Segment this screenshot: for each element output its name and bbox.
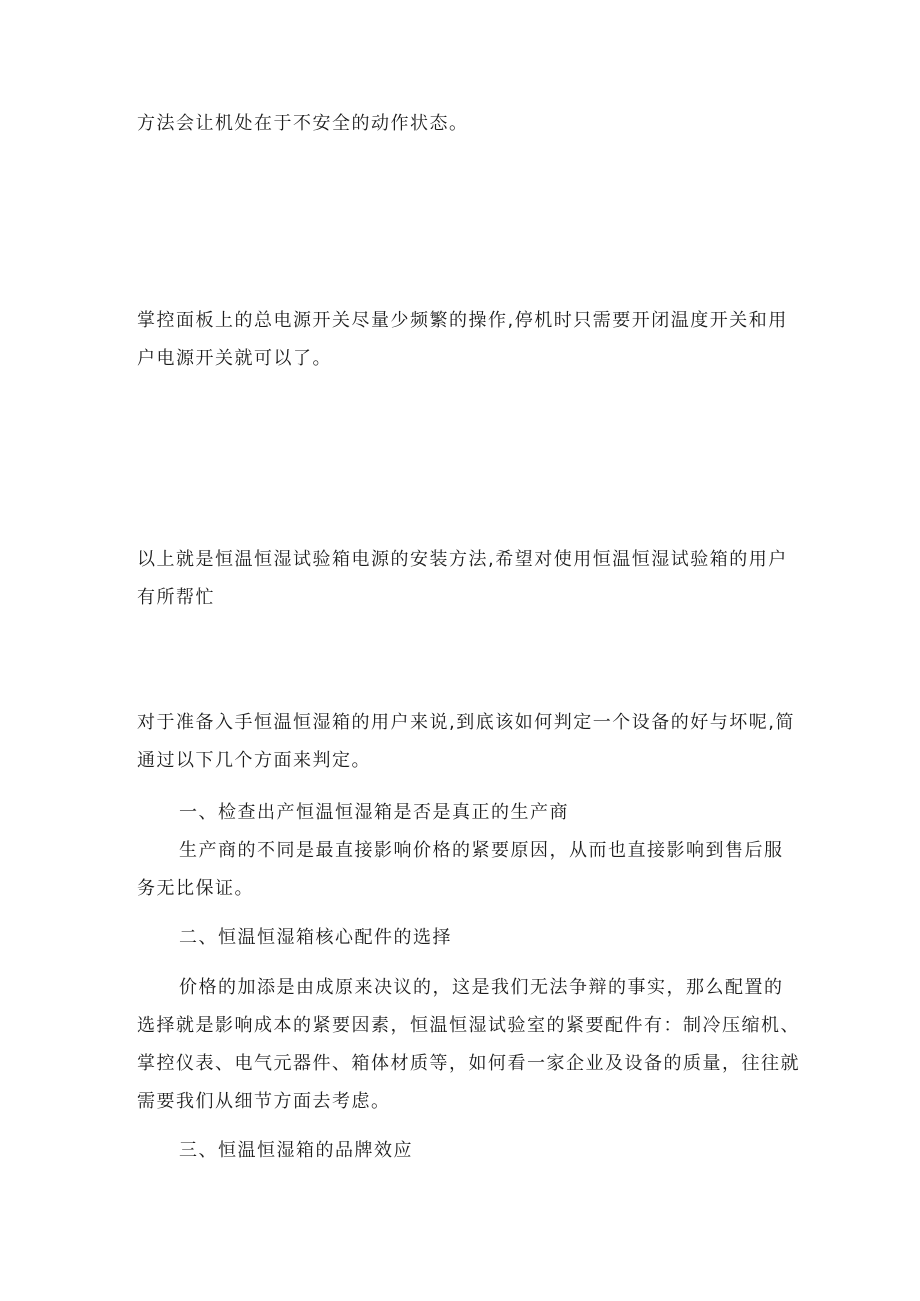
paragraph-5: 生产商的不同是最直接影响价格的紧要原因，从而也直接影响到售后服务无比保证。 <box>137 840 784 899</box>
paragraph-2: 掌控面板上的总电源开关尽量少频繁的操作,停机时只需要开闭温度开关和用户电源开关就可以了。 <box>137 310 788 369</box>
paragraph-1: 方法会让机处在于不安全的动作状态。 <box>137 113 469 134</box>
paragraph-3: 以上就是恒温恒湿试验箱电源的安装方法,希望对使用恒温恒湿试验箱的用户有所帮忙 <box>137 549 788 608</box>
heading-1: 一、检查出产恒温恒湿箱是否是真正的生产商 <box>179 802 569 823</box>
heading-2: 二、恒温恒湿箱核心配件的选择 <box>179 927 452 948</box>
paragraph-6: 价格的加添是由成原来决议的，这是我们无法争辩的事实，那么配置的选择就是影响成本的紧要因素，恒温恒湿试验室的紧要配件有：制冷压缩机、掌控仪表、电气元器件、箱体材质等，如何看一家企业及设备的质量，往往就需要我们从细节方面去考虑。 <box>137 977 800 1112</box>
heading-3: 三、恒温恒湿箱的品牌效应 <box>179 1140 413 1161</box>
paragraph-4: 对于准备入手恒温恒湿箱的用户来说,到底该如何判定一个设备的好与坏呢,简通过以下几个方面来判定。 <box>137 712 795 771</box>
